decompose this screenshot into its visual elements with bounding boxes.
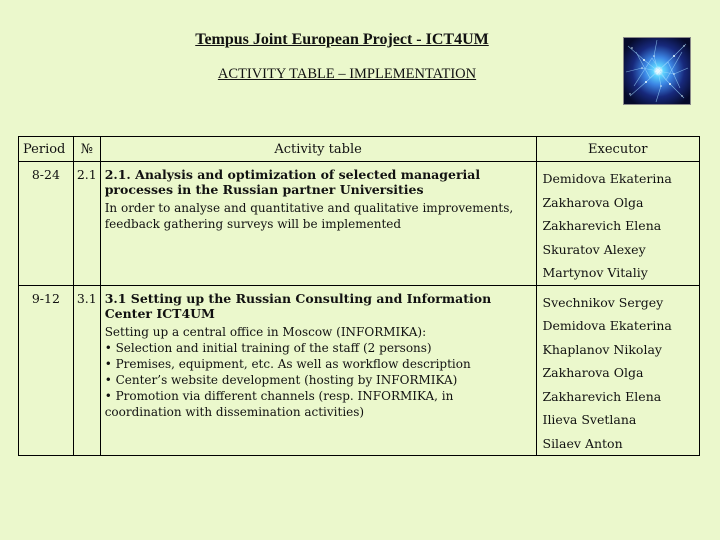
column-header-period: Period xyxy=(19,137,74,162)
number-value: 3.1 xyxy=(76,290,97,306)
executor-name: Silaev Anton xyxy=(542,435,623,451)
activity-body: In order to analyse and quantitative and qualitative improvements, feedback gathering surveys will be implemented xyxy=(104,201,514,231)
period-value: 9-12 xyxy=(31,290,60,306)
activity-title: 3.1 Setting up the Russian Consulting and Information Center ICT4UM xyxy=(104,290,492,321)
executor-name: Skuratov Alexey xyxy=(542,241,646,257)
executor-name: Zakharova Olga xyxy=(542,194,644,210)
activity-bullet: • Promotion via different channels (resp. INFORMIKA, in coordination with dissemination activities) xyxy=(104,388,454,419)
number-cell xyxy=(73,285,100,456)
executor-name: Zakharova Olga xyxy=(542,365,644,380)
column-header-executor: Executor xyxy=(536,137,700,162)
activity-table xyxy=(18,136,700,456)
period-value: 8-24 xyxy=(31,167,60,182)
activity-bullet: • Premises, equipment, etc. As well as workflow description xyxy=(104,356,471,371)
executor-name: Demidova Ekaterina xyxy=(542,171,672,186)
galaxy-network-logo-icon xyxy=(623,37,691,105)
page-title: Tempus Joint European Project - ICT4UM xyxy=(195,31,489,48)
activity-bullet: • Center’s website development (hosting by INFORMIKA) xyxy=(104,372,458,387)
executor-name: Martynov Vitaliy xyxy=(542,265,648,280)
executor-cell xyxy=(536,162,700,286)
table-row xyxy=(19,162,700,286)
activity-title: 2.1. Analysis and optimization of selected managerial processes in the Russian partner Universities xyxy=(104,167,481,197)
executor-name: Demidova Ekaterina xyxy=(542,318,672,333)
column-header-activity: Activity table xyxy=(100,137,536,162)
column-header-number: № xyxy=(73,137,100,162)
table-row xyxy=(19,285,700,456)
activity-body: Setting up a central office in Moscow (INFORMIKA): xyxy=(104,324,427,339)
executor-name: Svechnikov Sergey xyxy=(542,294,664,310)
number-value: 2.1 xyxy=(76,167,97,182)
period-cell xyxy=(19,285,74,456)
executor-name: Zakharevich Elena xyxy=(542,218,662,233)
executor-name: Ilieva Svetlana xyxy=(542,412,637,427)
activity-cell xyxy=(100,162,536,286)
table-header-row xyxy=(19,137,700,162)
page-subtitle: ACTIVITY TABLE – IMPLEMENTATION xyxy=(217,66,477,82)
executor-name: Zakharevich Elena xyxy=(542,388,662,404)
executor-cell xyxy=(536,285,700,456)
number-cell xyxy=(73,162,100,286)
activity-cell xyxy=(100,285,536,456)
period-cell xyxy=(19,162,74,286)
activity-bullet: • Selection and initial training of the staff (2 persons) xyxy=(104,340,432,355)
executor-name: Khaplanov Nikolay xyxy=(542,341,662,357)
